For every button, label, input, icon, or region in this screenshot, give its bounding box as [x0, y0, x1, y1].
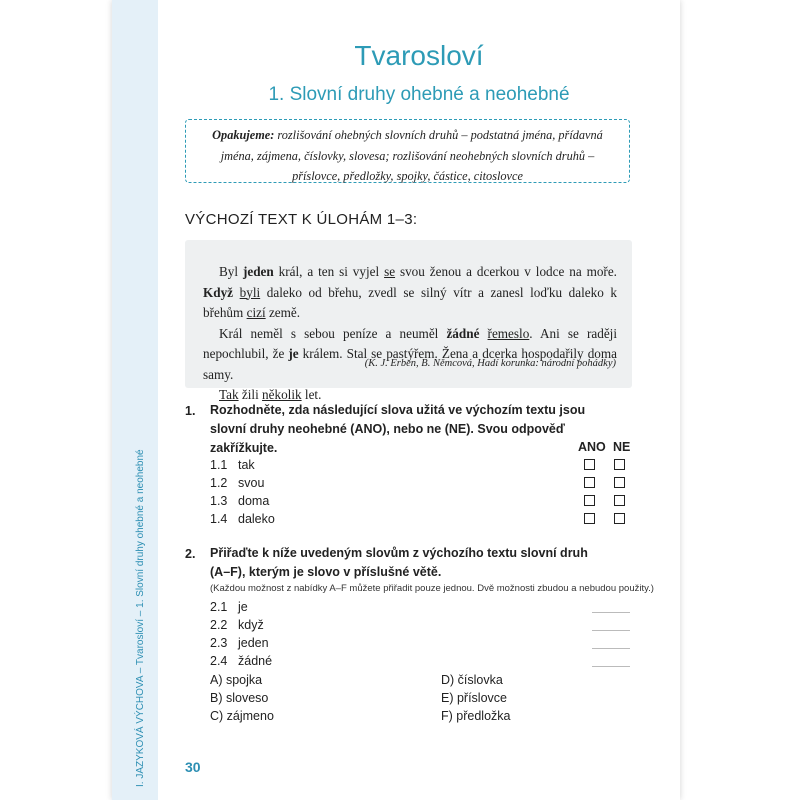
task1-number: 1.	[185, 404, 196, 418]
task2-item: 2.4 žádné	[210, 654, 273, 668]
task1-4-no-checkbox[interactable]	[614, 513, 625, 524]
side-running-header: I. JAZYKOVÁ VÝCHOVA – Tvarosloví – 1. Slovní druhy ohebné a neohebné	[135, 449, 146, 787]
task2-option: E) příslovce	[441, 691, 507, 705]
task2-option: C) zájmeno	[210, 709, 274, 723]
task2-item: 2.3 jeden	[210, 636, 269, 650]
task1-text: Rozhodněte, zda následující slova užitá ve výchozím textu jsou slovní druhy neohebné (ANO), nebo ne (NE). Svou odpověď zakřížkujte.	[210, 403, 586, 455]
source-heading: VÝCHOZÍ TEXT K ÚLOHÁM 1–3:	[185, 211, 418, 228]
task2-option: D) číslovka	[441, 673, 503, 687]
task1-3-yes-checkbox[interactable]	[584, 495, 595, 506]
task2-number: 2.	[185, 547, 196, 561]
task2-item: 2.1 je	[210, 600, 248, 614]
source-text	[203, 262, 617, 406]
recap-lead: Opakujeme:	[212, 128, 275, 142]
task1-col-yes: ANO	[578, 440, 606, 454]
task2-4-answer-line[interactable]	[592, 665, 630, 667]
task1-3-no-checkbox[interactable]	[614, 495, 625, 506]
recap-box	[185, 119, 630, 183]
page-subtitle: 1. Slovní druhy ohebné a neohebné	[268, 84, 570, 105]
page-number: 30	[185, 759, 201, 775]
task2-item: 2.2 když	[210, 618, 264, 632]
task2-3-answer-line[interactable]	[592, 647, 630, 649]
task1-item: 1.1 tak	[210, 458, 255, 472]
task1-2-no-checkbox[interactable]	[614, 477, 625, 488]
source-paragraph: Byl jeden král, a ten si vyjel se svou ženou a dcerkou v lodce na moře. Když byli daleko od břehu, zvedl se silný vítr a zanesl loďku daleko k břehům cizí země.	[203, 264, 618, 320]
task1-item: 1.2 svou	[210, 476, 265, 490]
task2-option: F) předložka	[441, 709, 511, 723]
task2-option: B) sloveso	[210, 691, 269, 705]
task2-option: A) spojka	[210, 673, 263, 687]
task1-item: 1.4 daleko	[210, 512, 275, 526]
source-paragraph: Tak žili několik let.	[219, 387, 322, 402]
task2-1-answer-line[interactable]	[592, 611, 630, 613]
task2-note: (Každou možnost z nabídky A–F můžete přiřadit pouze jednou. Dvě možnosti zbudou a nebudou použity.)	[210, 583, 654, 594]
page-title: Tvarosloví	[354, 40, 484, 71]
task1-2-yes-checkbox[interactable]	[584, 477, 595, 488]
task1-1-no-checkbox[interactable]	[614, 459, 625, 470]
source-text-box	[185, 240, 632, 402]
task1-col-no: NE	[613, 440, 631, 454]
source-citation: (K. J. Erben, B. Němcová, Hadí korunka: národní pohádky)	[364, 358, 616, 369]
source-paragraph: Král neměl s sebou peníze a neuměl žádné řemeslo. Ani se raději nepochlubil, že je králem. Stal se pastýřem. Žena a dcerka hospodařily doma samy.	[203, 325, 618, 382]
task1-1-yes-checkbox[interactable]	[584, 459, 595, 470]
task1-4-yes-checkbox[interactable]	[584, 513, 595, 524]
task1-item: 1.3 doma	[210, 494, 270, 508]
task2-2-answer-line[interactable]	[592, 629, 630, 631]
task2-text: Přiřaďte k níže uvedeným slovům z výchozího textu slovní druh (A–F), kterým je slovo v příslušné větě.	[210, 546, 588, 579]
recap-text: rozlišování ohebných slovních druhů – podstatná jména, přídavná jména, zájmena, číslovky, slovesa; rozlišování neohebných slovních druhů – příslovce, předložky, spojky, částice, citoslovce	[220, 128, 603, 183]
